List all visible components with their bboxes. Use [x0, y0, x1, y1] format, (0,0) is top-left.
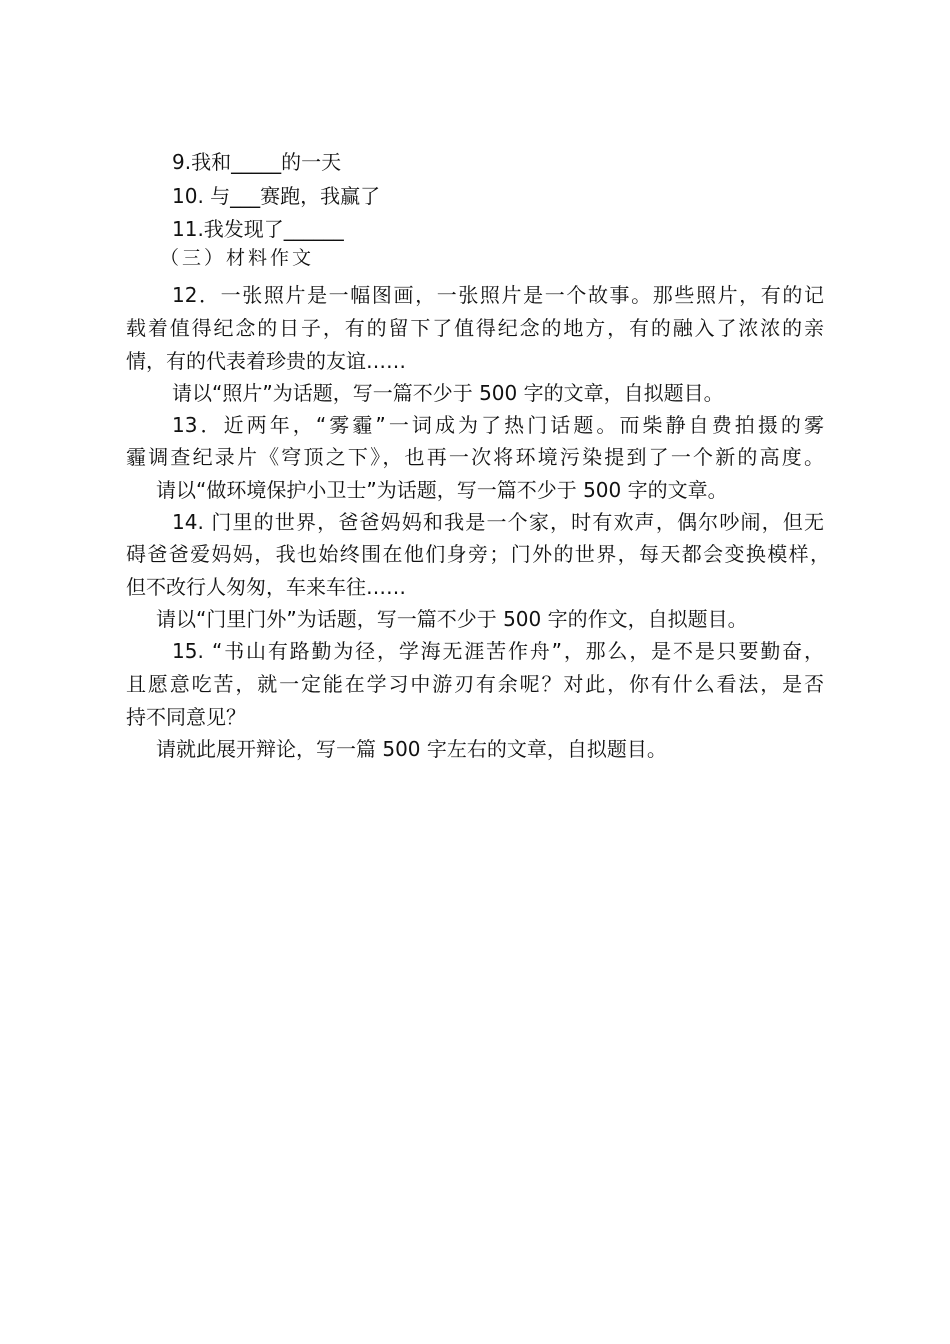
q15-line-2: 且愿意吃苦，就一定能在学习中游刃有余呢？对此，你有什么看法，是否 — [126, 672, 824, 696]
q13-instruction: 请以“做环境保护小卫士”为话题，写一篇不少于 500 字的文章。 — [156, 478, 728, 502]
section-heading: （三）材料作文 — [160, 247, 315, 269]
q15-instruction: 请就此展开辩论，写一篇 500 字左右的文章，自拟题目。 — [156, 737, 667, 761]
q14-line-1: 14. 门里的世界，爸爸妈妈和我是一个家，时有欢声，偶尔吵闹，但无 — [172, 510, 824, 534]
q14-instruction: 请以“门里门外”为话题，写一篇不少于 500 字的作文，自拟题目。 — [156, 607, 748, 631]
prompt-9: 9.我和_____的一天 — [172, 150, 342, 174]
q14-line-2: 碍爸爸爱妈妈，我也始终围在他们身旁；门外的世界，每天都会变换模样， — [126, 542, 830, 566]
q15-line-3: 持不同意见？ — [126, 705, 246, 729]
q13-line-2: 霾调查纪录片《穹顶之下》，也再一次将环境污染提到了一个新的高度。 — [126, 445, 824, 469]
q12-line-3: 情，有的代表着珍贵的友谊…… — [126, 349, 406, 373]
q14-line-3: 但不改行人匆匆，车来车往…… — [126, 575, 406, 599]
q13-line-1: 13．近两年，“雾霾”一词成为了热门话题。而柴静自费拍摄的雾 — [172, 413, 824, 437]
q12-instruction: 请以“照片”为话题，写一篇不少于 500 字的文章，自拟题目。 — [172, 381, 724, 405]
prompt-10: 10. 与___赛跑，我赢了 — [172, 184, 381, 208]
prompt-11: 11.我发现了______ — [172, 217, 344, 241]
q12-line-2: 载着值得纪念的日子，有的留下了值得纪念的地方，有的融入了浓浓的亲 — [126, 316, 824, 340]
q15-line-1: 15. “书山有路勤为径，学海无涯苦作舟”，那么，是不是只要勤奋， — [172, 639, 824, 663]
q12-line-1: 12．一张照片是一幅图画，一张照片是一个故事。那些照片，有的记 — [172, 283, 824, 307]
